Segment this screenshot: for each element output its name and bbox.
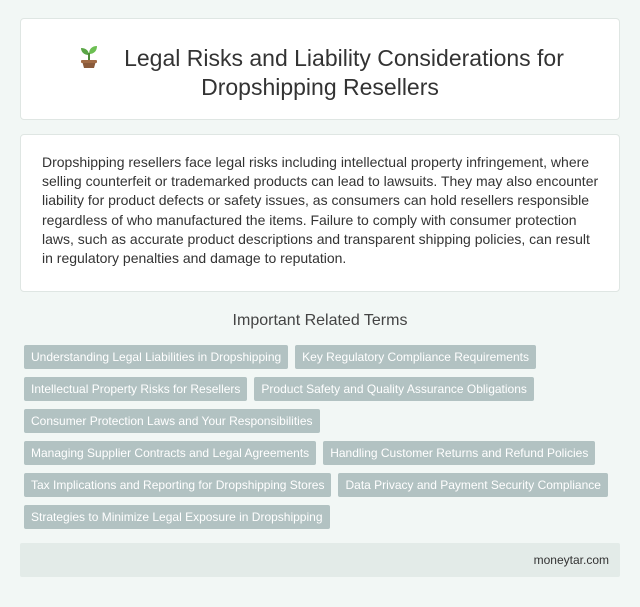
summary-card [20, 134, 620, 292]
footer-site[interactable]: moneytar.com [533, 553, 609, 567]
related-term-tag[interactable]: Consumer Protection Laws and Your Responsibilities [24, 409, 320, 433]
related-terms-heading: Important Related Terms [232, 312, 408, 329]
footer [20, 543, 620, 577]
header-card [20, 18, 620, 120]
summary-text: Dropshipping resellers face legal risks including intellectual property infringement, where selling counterfeit or trademarked products can lead to lawsuits. They may also encounter liability for product defects or safety issues, as consumers can hold resellers responsible regardless of who manufactured the items. Failure to comply with consumer protection laws, such as accurate product descriptions and transparent shipping policies, can result in regulatory penalties and damage to reputation. [42, 154, 599, 267]
related-term-tag[interactable]: Data Privacy and Payment Security Compliance [338, 473, 607, 497]
related-terms-list [24, 345, 620, 537]
page-title-wrap [21, 43, 619, 102]
related-term-tag[interactable]: Intellectual Property Risks for Resellers [24, 377, 247, 401]
related-term-tag[interactable]: Strategies to Minimize Legal Exposure in Dropshipping [24, 505, 330, 529]
related-term-tag[interactable]: Managing Supplier Contracts and Legal Agreements [24, 441, 316, 465]
sprout-icon [76, 43, 102, 69]
related-term-tag[interactable]: Product Safety and Quality Assurance Obligations [254, 377, 533, 401]
page-title: Legal Risks and Liability Considerations for Dropshipping Resellers [124, 45, 564, 100]
related-term-tag[interactable]: Tax Implications and Reporting for Dropshipping Stores [24, 473, 331, 497]
related-term-tag[interactable]: Understanding Legal Liabilities in Dropshipping [24, 345, 288, 369]
related-term-tag[interactable]: Key Regulatory Compliance Requirements [295, 345, 536, 369]
related-term-tag[interactable]: Handling Customer Returns and Refund Policies [323, 441, 595, 465]
